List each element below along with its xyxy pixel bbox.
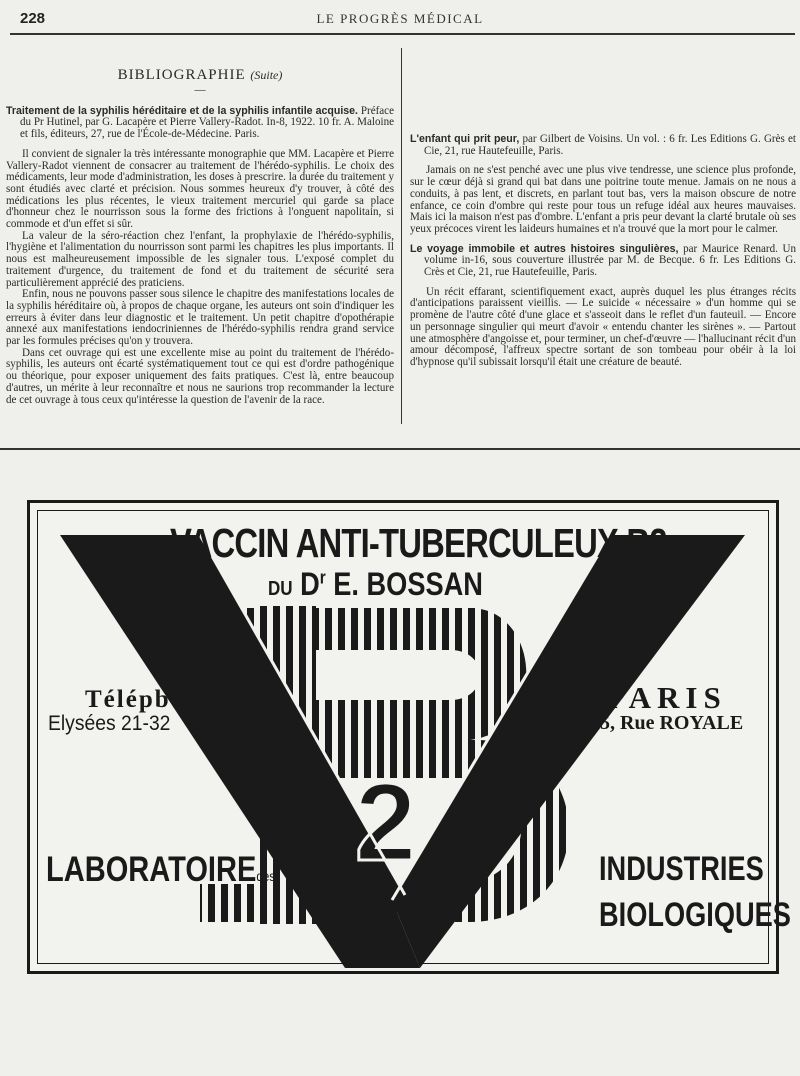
phone-label: Télépb: — [85, 686, 181, 713]
entry-3-title: Le voyage immobile et autres histoires singulières, — [410, 242, 679, 255]
industries-line-1: INDUSTRIES — [599, 850, 764, 888]
entry-1-paragraph-3: Enfin, nous ne pouvons passer sous silence le chapitre des manifestations locales de la syphilis héréditaire où, à propos de chaque organe, les auteurs ont soin d'indiquer les erreurs à éviter dans leur diagnostic et le traitement. Un petit chapitre d'opothérapie annexé aux manifestations iendocriniennes de l'hérédo-syphilis rendra grand service par les formules précises qu'on y trouvera. — [6, 288, 394, 348]
entry-3-paragraph-1: Un récit effarant, scientifiquement exact, auprès duquel les plus étranges récits d'anticipations paraissent vieillis. — Le suicide « nécessaire » d'un homme qui se promène de l'autre côté d'une glace et s'asseoit dans le reflet d'un fauteuil. — Encore un personnage singulier qui meurt d'avoir « entendu chanter les sirènes ». — Partout une atmosphère d'angoisse et, pour terminer, un chef-d'œuvre — l'hallucinant récit d'un amour décomposé, l'affreux spectre sortant de son tombeau pour obéir à la loi d'hypnose qu'il subissait lorsqu'il était une créature de beauté. — [410, 285, 796, 368]
city: PARIS — [606, 680, 727, 715]
entry-1-title: Traitement de la syphilis héréditaire et de la syphilis infantile acquise. — [6, 104, 358, 117]
phone-number: Elysées 21-32 — [48, 712, 171, 735]
doctor-name — [268, 566, 483, 603]
section-title-text: BIBLIOGRAPHIE — [117, 67, 246, 83]
doctor-prefix: DU — [268, 578, 293, 600]
entry-3-details: par Maurice Renard. Un volume in-16, sous couverture illustrée par M. de Becque. 6 fr. Les Editions G. Crès et Cie, 21, rue Hautefeuille, Paris. — [424, 242, 796, 279]
doctor-surname: E. BOSSAN — [333, 566, 483, 602]
title-dash: — — [194, 83, 206, 96]
entry-1-paragraph-2: La valeur de la séro-réaction chez l'enfant, la prophylaxie de l'hérédo-syphilis, l'hygiène et l'alimentation du nourrisson sont parmi les chapitres les plus importants. Il nous est malheureusement impossible de les signaler tous. L'exposé complet du traitement d'urgence, du traitement de fond et du traitement de sécurité sera particulièrement apprécié des praticiens. — [6, 229, 394, 289]
industries-line-2: BIOLOGIQUES — [599, 896, 791, 934]
laboratory-label — [46, 850, 275, 890]
entry-1-paragraph-1: Il convient de signaler la très intéressante monographie que MM. Lacapère et Pierre Vallery-Radot viennent de consacrer au traitement de l'hérédo-syphilis. Le choix des médicaments, leur mode d'administration, les doses à prescrire. la durée du traitement y sont étudiés avec clarté et précision. Nous sommes heureux d'y trouver, à côté des médications les plus récentes, le vieux traitement mercuriel qui garde sa place d'honneur chez le nourrisson sous la forme des frictions à l'onguent napolitain, si commode et d'un effet si sûr. — [6, 147, 394, 231]
monogram-number: 2 — [355, 761, 417, 884]
entry-2-title: L'enfant qui prit peur, — [410, 133, 520, 145]
doctor-title-sup: r — [319, 567, 326, 588]
entry-2-paragraph-1: Jamais on ne s'est penché avec une plus vive tendresse, une science plus profonde, sur le cœur déjà si grand qui bat dans une poitrine toute menue. Jamais on ne nous a conduits, à pas lent, et discrets, en parlant tout bas, vers la maison obscure de notre enfance, ce coin d'ombre qui reste pour tous un refuge idéal aux heures mauvaises. Mais ici la maison n'est pas d'ombre. L'enfant a pris peur devant la clarté brutale où ses yeux précoces virent les laideurs humaines et n'a trouvé que la mort pour le calmer. — [410, 164, 796, 235]
entry-1-details: Préface du Pr Hutinel, par G. Lacapère et Pierre Vallery-Radot. In-8, 1922. 10 fr. A. Maloine et fils, éditeurs, 27, rue de l'École-de-Médecine. Paris. — [20, 104, 394, 141]
section-title-suffix: (Suite) — [250, 68, 283, 82]
product-name: VACCIN ANTI-TUBERCULEUX B2 — [170, 520, 667, 566]
running-title: LE PROGRÈS MÉDICAL — [316, 11, 484, 26]
address: 25, Rue ROYALE — [590, 712, 744, 734]
entry-1-paragraph-4: Dans cet ouvrage qui est une excellente mise au point du traitement de l'hérédo-syphilis, les auteurs ont écarté systématiquement tout ce qui est d'ordre pathogénique ou théorique, pour exposer uniquement des faits pratiques. C'est là, entre beaucoup d'autres, un mérite à leur reconnaître et nous ne saurions trop recommander la lecture de cet ouvrage à tous ceux qu'intéresse la question de l'avenir de la race. — [6, 346, 394, 406]
doctor-title: D — [300, 566, 320, 602]
laboratory-word: LABORATOIRE — [46, 850, 257, 889]
page-number: 228 — [20, 10, 46, 27]
monogram-b-top-bar — [228, 608, 478, 648]
laboratory-connector: des — [256, 868, 276, 884]
entry-2-details: par Gilbert de Voisins. Un vol. : 6 fr. Les Editions G. Grès et Cie, 21, rue Hautefeuille, Paris. — [424, 133, 796, 157]
